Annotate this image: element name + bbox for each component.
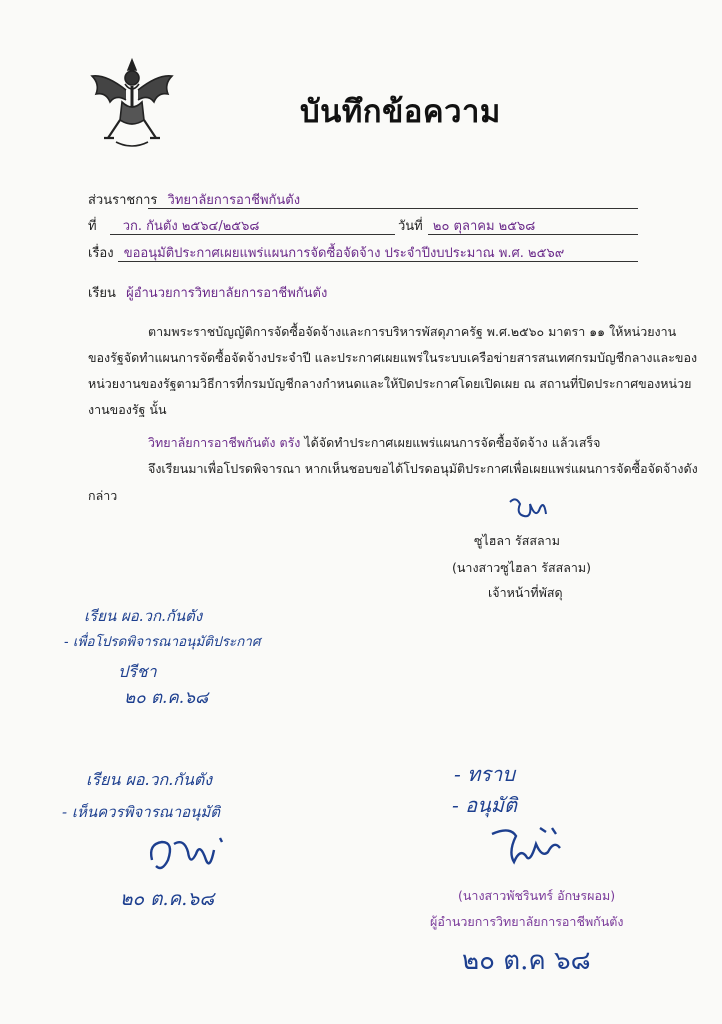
para2-highlight: วิทยาลัยการอาชีพกันตัง ตรัง (148, 435, 301, 450)
note1-line1: เรียน ผอ.วก.กันตัง (84, 607, 203, 625)
subject-underline (118, 261, 638, 262)
officer-name: ซูไฮลา รัสสลาม (474, 533, 560, 548)
note2-line4: ๒๐ ต.ค.๖๘ (120, 888, 215, 910)
director-full-name: (นางสาวพัชรินทร์ อักษรผอม) (458, 888, 616, 903)
ref-underline (110, 234, 395, 235)
director-position: ผู้อำนวยการวิทยาลัยการอาชีพกันตัง (430, 914, 624, 929)
officer-full-name: (นางสาวซูไฮลา รัสสลาม) (452, 560, 592, 575)
subject-label: เรื่อง (88, 246, 114, 261)
para3-line2: กล่าว (88, 488, 118, 503)
deputy-signature-icon (144, 830, 234, 880)
ref-label: ที่ (88, 219, 97, 234)
note1-line2: - เพื่อโปรดพิจารณาอนุมัติประกาศ (64, 634, 261, 650)
agency-row (88, 189, 300, 210)
para1-line2: ของรัฐจัดทำแผนการจัดซื้อจัดจ้างประจำปี และประกาศเผยแพร่ในระบบเครือข่ายสารสนเทศกรมบัญชีกลางและของ (88, 350, 698, 365)
officer-position: เจ้าหน้าที่พัสดุ (488, 585, 563, 600)
para1-line1: ตามพระราชบัญญัติการจัดซื้อจัดจ้างและการบริหารพัสดุภาครัฐ พ.ศ.๒๕๖๐ มาตรา ๑๑ ให้หน่วยงาน (148, 324, 677, 339)
garuda-emblem-icon (86, 54, 178, 154)
note1-line3: ปรีชา (118, 662, 157, 681)
agency-label: ส่วนราชการ (88, 193, 158, 208)
para3-line1: จึงเรียนมาเพื่อโปรดพิจารณา หากเห็นชอบขอได้โปรดอนุมัติประกาศเพื่อเผยแพร่แผนการจัดซื้อจัดจ้างดัง (148, 461, 698, 476)
director-date: ๒๐ ต.ค ๖๘ (462, 946, 591, 976)
date-row (398, 215, 535, 236)
para1-line3: หน่วยงานของรัฐตามวิธีการที่กรมบัญชีกลางกำหนดและให้ปิดประกาศโดยเปิดเผย ณ สถานที่ปิดประกาศของหน่วย (88, 376, 692, 391)
officer-signature-icon (506, 494, 550, 530)
para2-rest: ได้จัดทำประกาศเผยแพร่แผนการจัดซื้อจัดจ้าง แล้วเสร็จ (300, 435, 601, 450)
note2-line2: - เห็นควรพิจารณาอนุมัติ (62, 803, 221, 821)
ref-value: วก. กันตัง ๒๕๖๔/๒๕๖๘ (122, 219, 260, 234)
date-value: ๒๐ ตุลาคม ๒๕๖๘ (432, 219, 536, 234)
note2-line1: เรียน ผอ.วก.กันตัง (86, 770, 213, 789)
to-row (88, 282, 327, 303)
note1-line4: ๒๐ ต.ค.๖๘ (124, 688, 209, 708)
para1-line4: งานของรัฐ นั้น (88, 402, 167, 417)
to-label: เรียน (88, 286, 116, 301)
date-underline (428, 234, 638, 235)
agency-underline (148, 208, 638, 209)
para2 (148, 433, 600, 453)
note3-line1: - ทราบ (454, 762, 515, 786)
subject-row (88, 242, 564, 263)
director-signature-icon (486, 822, 566, 872)
memo-title: บันทึกข้อความ (300, 94, 501, 130)
ref-row (88, 215, 259, 236)
note3-line2: - อนุมัติ (452, 793, 517, 817)
to-value: ผู้อำนวยการวิทยาลัยการอาชีพกันตัง (126, 286, 328, 301)
agency-value: วิทยาลัยการอาชีพกันตัง (167, 193, 301, 208)
date-label: วันที่ (398, 219, 423, 234)
subject-value: ขออนุมัติประกาศเผยแพร่แผนการจัดซื้อจัดจ้าง ประจำปีงบประมาณ พ.ศ. ๒๕๖๙ (123, 246, 565, 261)
